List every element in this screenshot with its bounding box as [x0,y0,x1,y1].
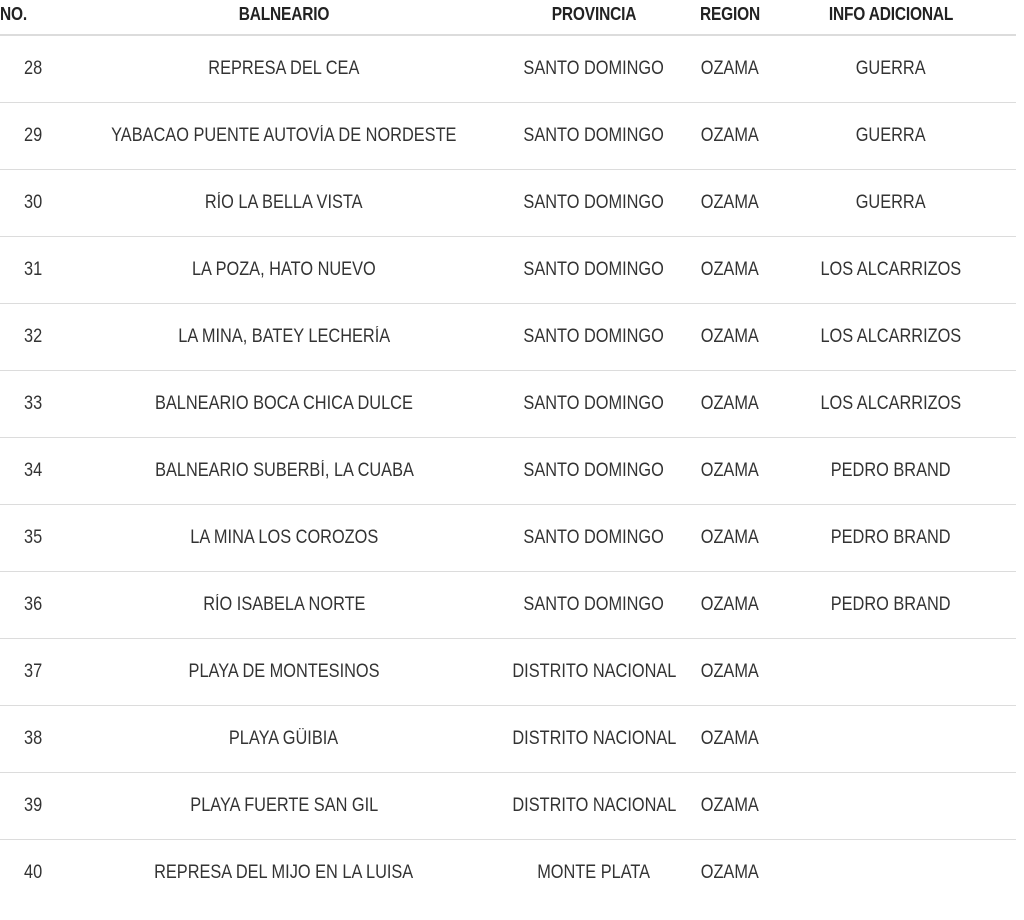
cell-no-text: 29 [24,125,43,146]
cell-balneario-text: LA MINA, BATEY LECHERÍA [178,326,390,347]
cell-region [694,639,766,706]
cell-provincia [494,237,694,304]
table-row [0,706,1016,773]
cell-balneario [74,572,494,639]
table-row [0,35,1016,103]
table-row [0,840,1016,907]
cell-info [766,505,1016,572]
cell-no [0,505,74,572]
cell-info-text: LOS ALCARRIZOS [820,326,962,347]
cell-no-text: 40 [24,862,43,883]
cell-region-text: OZAMA [700,125,760,146]
cell-provincia [494,170,694,237]
cell-provincia-text: SANTO DOMINGO [523,259,665,280]
cell-region [694,103,766,170]
cell-no [0,103,74,170]
cell-provincia-text: SANTO DOMINGO [523,192,665,213]
cell-region-text: OZAMA [700,862,760,883]
cell-region-text: OZAMA [700,192,760,213]
cell-region-text: OZAMA [700,259,760,280]
cell-no [0,706,74,773]
header-info-label: INFO ADICIONAL [828,4,954,24]
table-row [0,371,1016,438]
cell-provincia [494,103,694,170]
cell-provincia [494,35,694,103]
table-body [0,35,1016,906]
cell-balneario [74,170,494,237]
cell-info-text: GUERRA [856,125,926,146]
cell-balneario [74,706,494,773]
header-no [0,0,64,35]
cell-region-text: OZAMA [700,527,760,548]
cell-provincia [494,505,694,572]
cell-balneario [74,505,494,572]
table-row [0,639,1016,706]
cell-no-text: 31 [24,259,43,280]
cell-balneario-text: REPRESA DEL MIJO EN LA LUISA [154,862,414,883]
cell-region [694,706,766,773]
cell-balneario [74,304,494,371]
cell-no-text: 30 [24,192,43,213]
cell-balneario [74,103,494,170]
header-provincia-label: PROVINCIA [551,4,637,24]
table-row [0,438,1016,505]
header-balneario [103,0,464,35]
cell-info-text: LOS ALCARRIZOS [820,259,962,280]
cell-info-text: LOS ALCARRIZOS [820,393,962,414]
cell-provincia-text: SANTO DOMINGO [523,460,665,481]
cell-region-text: OZAMA [700,58,760,79]
cell-info [766,438,1016,505]
cell-balneario [74,237,494,304]
cell-info-text: PEDRO BRAND [831,460,951,481]
cell-no-text: 34 [24,460,43,481]
cell-region [694,572,766,639]
cell-balneario-text: YABACAO PUENTE AUTOVÍA DE NORDESTE [111,125,457,146]
cell-provincia [494,304,694,371]
table-row [0,505,1016,572]
cell-no [0,170,74,237]
cell-info-text: PEDRO BRAND [831,527,951,548]
table-row [0,304,1016,371]
header-region [699,0,761,35]
cell-provincia-text: SANTO DOMINGO [523,125,665,146]
cell-balneario [74,371,494,438]
cell-info [766,237,1016,304]
table-row [0,170,1016,237]
cell-info-text: GUERRA [856,192,926,213]
cell-no [0,572,74,639]
cell-provincia-text: DISTRITO NACIONAL [511,728,677,749]
cell-balneario [74,840,494,907]
cell-balneario-text: PLAYA DE MONTESINOS [188,661,380,682]
cell-info-text: GUERRA [856,58,926,79]
cell-info [766,304,1016,371]
cell-no [0,237,74,304]
cell-provincia [494,706,694,773]
cell-region [694,170,766,237]
cell-provincia-text: MONTE PLATA [537,862,651,883]
cell-balneario-text: LA POZA, HATO NUEVO [192,259,376,280]
cell-info [766,840,1016,907]
cell-region [694,304,766,371]
header-row [0,0,1016,35]
cell-region-text: OZAMA [700,795,760,816]
table-row [0,773,1016,840]
cell-region [694,35,766,103]
cell-region [694,237,766,304]
cell-info [766,773,1016,840]
cell-region-text: OZAMA [700,594,760,615]
cell-provincia [494,773,694,840]
cell-region-text: OZAMA [700,326,760,347]
header-balneario-label: BALNEARIO [238,4,330,24]
cell-info-text: PEDRO BRAND [831,594,951,615]
cell-provincia [494,840,694,907]
cell-no-text: 38 [24,728,43,749]
cell-balneario-text: REPRESA DEL CEA [208,58,360,79]
cell-provincia-text: SANTO DOMINGO [523,527,665,548]
header-info [784,0,999,35]
cell-provincia-text: SANTO DOMINGO [523,393,665,414]
header-region-label: REGION [699,4,761,24]
cell-no-text: 39 [24,795,43,816]
cell-region [694,371,766,438]
cell-no [0,371,74,438]
cell-region-text: OZAMA [700,728,760,749]
cell-info [766,706,1016,773]
cell-balneario [74,438,494,505]
cell-no [0,304,74,371]
cell-no-text: 35 [24,527,43,548]
cell-region [694,505,766,572]
table-row [0,572,1016,639]
cell-balneario-text: RÍO ISABELA NORTE [202,594,366,615]
cell-info [766,170,1016,237]
cell-balneario-text: RÍO LA BELLA VISTA [205,192,363,213]
table-header [0,0,1016,35]
cell-info [766,572,1016,639]
cell-no [0,773,74,840]
cell-region-text: OZAMA [700,661,760,682]
cell-no [0,35,74,103]
cell-region [694,773,766,840]
cell-provincia [494,438,694,505]
cell-no-text: 32 [24,326,43,347]
cell-provincia-text: SANTO DOMINGO [523,594,665,615]
cell-region-text: OZAMA [700,460,760,481]
cell-info [766,639,1016,706]
cell-balneario [74,639,494,706]
cell-balneario-text: PLAYA FUERTE SAN GIL [190,795,378,816]
cell-info [766,371,1016,438]
cell-no [0,840,74,907]
cell-balneario [74,35,494,103]
cell-no-text: 37 [24,661,43,682]
table-row [0,103,1016,170]
cell-info [766,103,1016,170]
cell-provincia-text: DISTRITO NACIONAL [511,661,677,682]
cell-provincia [494,572,694,639]
cell-provincia-text: DISTRITO NACIONAL [511,795,677,816]
cell-balneario-text: PLAYA GÜIBIA [229,728,339,749]
cell-provincia-text: SANTO DOMINGO [523,326,665,347]
cell-region [694,840,766,907]
cell-no [0,438,74,505]
table-row [0,237,1016,304]
header-provincia [508,0,680,35]
cell-info [766,35,1016,103]
cell-no [0,639,74,706]
cell-balneario-text: BALNEARIO BOCA CHICA DULCE [155,393,413,414]
cell-provincia-text: SANTO DOMINGO [523,58,665,79]
cell-balneario-text: BALNEARIO SUBERBÍ, LA CUABA [154,460,414,481]
cell-provincia [494,639,694,706]
cell-no-text: 28 [24,58,43,79]
cell-balneario [74,773,494,840]
cell-no-text: 36 [24,594,43,615]
cell-region [694,438,766,505]
header-no-label: NO. [0,4,28,24]
cell-provincia [494,371,694,438]
cell-balneario-text: LA MINA LOS COROZOS [190,527,378,548]
cell-region-text: OZAMA [700,393,760,414]
cell-no-text: 33 [24,393,43,414]
